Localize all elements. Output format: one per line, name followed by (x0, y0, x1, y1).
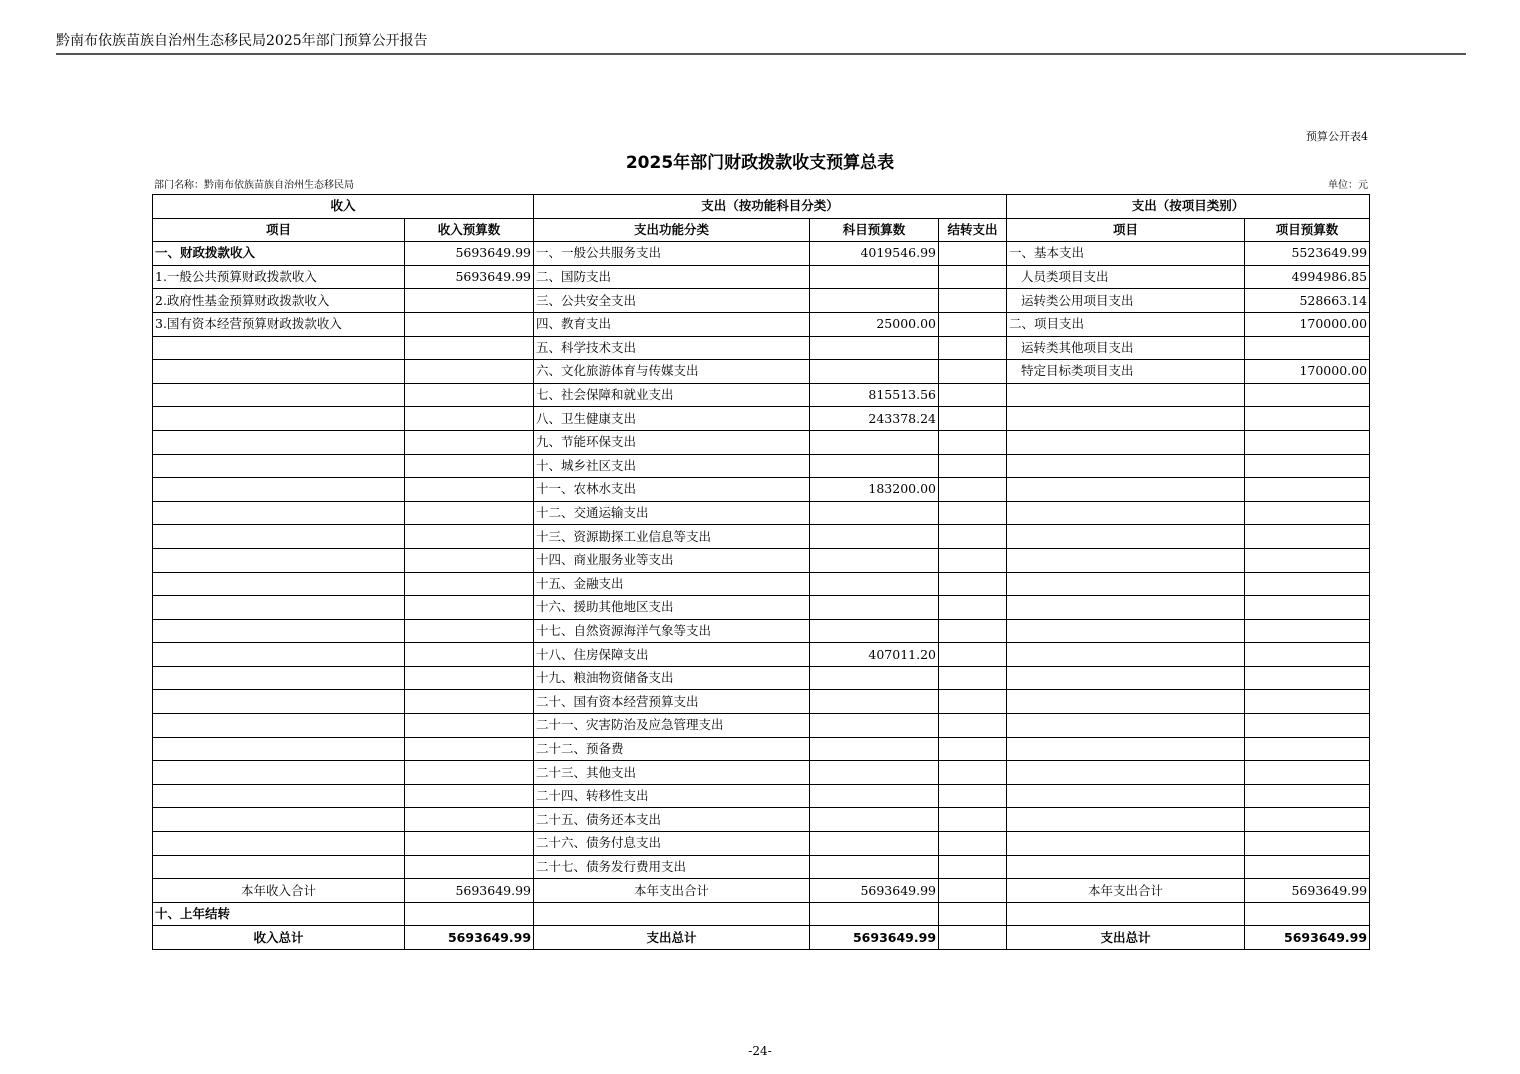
proj-item-cell (1007, 855, 1245, 879)
func-class-cell: 十二、交通运输支出 (534, 501, 810, 525)
income-item-cell (153, 643, 405, 667)
carryover-expense-cell (939, 265, 1007, 289)
subject-budget-cell (810, 572, 939, 596)
proj-budget-cell (1245, 596, 1370, 620)
func-class-cell: 二十七、债务发行费用支出 (534, 855, 810, 879)
page-header: 黔南布依族苗族自治州生态移民局2025年部门预算公开报告 (56, 33, 428, 49)
func-class-cell: 二十一、灾害防治及应急管理支出 (534, 714, 810, 738)
proj-item-cell (1007, 501, 1245, 525)
budget-table (152, 194, 1370, 950)
proj-item-cell (1007, 832, 1245, 856)
func-class-cell: 二十三、其他支出 (534, 761, 810, 785)
subject-budget-cell (810, 808, 939, 832)
subject-budget-cell (810, 454, 939, 478)
total-year-income-value: 5693649.99 (405, 879, 534, 903)
income-budget-cell (405, 289, 534, 313)
func-class-cell: 一、一般公共服务支出 (534, 242, 810, 266)
income-item-cell (153, 855, 405, 879)
subject-budget-cell (810, 265, 939, 289)
page-number: -24- (748, 1044, 772, 1058)
proj-budget-cell (1245, 336, 1370, 360)
table-row (153, 548, 1370, 572)
func-class-cell: 九、节能环保支出 (534, 430, 810, 454)
proj-budget-cell (1245, 383, 1370, 407)
proj-budget-cell (1245, 548, 1370, 572)
income-item-cell (153, 761, 405, 785)
proj-item-cell (1007, 808, 1245, 832)
total-year-carryover (939, 879, 1007, 903)
proj-budget-cell (1245, 761, 1370, 785)
col-header-income-budget: 收入预算数 (405, 218, 534, 242)
income-budget-cell (405, 714, 534, 738)
department-name: 部门名称：黔南布依族苗族自治州生态移民局 (154, 180, 354, 191)
proj-budget-cell (1245, 430, 1370, 454)
func-class-cell: 十六、援助其他地区支出 (534, 596, 810, 620)
income-budget-cell (405, 548, 534, 572)
header-expense-func: 支出（按功能科目分类） (534, 195, 1007, 219)
income-budget-cell (405, 430, 534, 454)
func-class-cell: 十三、资源勘探工业信息等支出 (534, 525, 810, 549)
proj-item-cell (1007, 714, 1245, 738)
carryover-expense-cell (939, 383, 1007, 407)
income-budget-cell (405, 619, 534, 643)
carryover-cell (1007, 902, 1245, 926)
subject-budget-cell: 815513.56 (810, 383, 939, 407)
table-row (153, 643, 1370, 667)
subject-budget-cell (810, 619, 939, 643)
carryover-cell (1245, 902, 1370, 926)
func-class-cell: 七、社会保障和就业支出 (534, 383, 810, 407)
proj-item-cell (1007, 761, 1245, 785)
subject-budget-cell (810, 525, 939, 549)
table-row (153, 666, 1370, 690)
proj-budget-cell: 170000.00 (1245, 360, 1370, 384)
proj-item-cell (1007, 383, 1245, 407)
carryover-cell (810, 902, 939, 926)
proj-item-cell (1007, 525, 1245, 549)
subject-budget-cell: 183200.00 (810, 478, 939, 502)
col-header-subject-budget: 科目预算数 (810, 218, 939, 242)
func-class-cell: 二十四、转移性支出 (534, 784, 810, 808)
proj-budget-cell (1245, 643, 1370, 667)
table-row (153, 312, 1370, 336)
carryover-expense-cell (939, 643, 1007, 667)
table-row (153, 407, 1370, 431)
income-budget-cell (405, 784, 534, 808)
table-row (153, 572, 1370, 596)
proj-item-cell: 运转类其他项目支出 (1007, 336, 1245, 360)
proj-budget-cell (1245, 714, 1370, 738)
grand-total-income-label: 收入总计 (153, 926, 405, 950)
table-row (153, 265, 1370, 289)
carryover-expense-cell (939, 289, 1007, 313)
proj-budget-cell: 5523649.99 (1245, 242, 1370, 266)
carryover-expense-cell (939, 525, 1007, 549)
income-item-cell: 一、财政拨款收入 (153, 242, 405, 266)
total-year-row (153, 879, 1370, 903)
carryover-row (153, 902, 1370, 926)
proj-item-cell: 一、基本支出 (1007, 242, 1245, 266)
func-class-cell: 八、卫生健康支出 (534, 407, 810, 431)
carryover-cell (939, 902, 1007, 926)
table-row (153, 242, 1370, 266)
income-item-cell (153, 407, 405, 431)
income-item-cell (153, 383, 405, 407)
table-row (153, 808, 1370, 832)
carryover-expense-cell (939, 714, 1007, 738)
table-row (153, 596, 1370, 620)
proj-budget-cell (1245, 454, 1370, 478)
subject-budget-cell (810, 360, 939, 384)
income-item-cell (153, 525, 405, 549)
func-class-cell: 十、城乡社区支出 (534, 454, 810, 478)
subject-budget-cell (810, 784, 939, 808)
total-year-proj-label: 本年支出合计 (1007, 879, 1245, 903)
table-row (153, 737, 1370, 761)
subject-budget-cell (810, 690, 939, 714)
income-budget-cell: 5693649.99 (405, 265, 534, 289)
table-row (153, 478, 1370, 502)
func-class-cell: 二十六、债务付息支出 (534, 832, 810, 856)
func-class-cell: 十四、商业服务业等支出 (534, 548, 810, 572)
table-number: 预算公开表4 (1306, 130, 1368, 143)
func-class-cell: 二十二、预备费 (534, 737, 810, 761)
proj-item-cell (1007, 454, 1245, 478)
carryover-expense-cell (939, 761, 1007, 785)
func-class-cell: 十八、住房保障支出 (534, 643, 810, 667)
income-budget-cell (405, 312, 534, 336)
income-budget-cell (405, 454, 534, 478)
proj-budget-cell (1245, 666, 1370, 690)
carryover-expense-cell (939, 666, 1007, 690)
proj-item-cell: 特定目标类项目支出 (1007, 360, 1245, 384)
income-item-cell (153, 430, 405, 454)
proj-item-cell (1007, 737, 1245, 761)
carryover-expense-cell (939, 596, 1007, 620)
header-divider (56, 53, 1466, 55)
grand-total-expense-label: 支出总计 (534, 926, 810, 950)
carryover-expense-cell (939, 855, 1007, 879)
income-item-cell (153, 619, 405, 643)
grand-total-proj-value: 5693649.99 (1245, 926, 1370, 950)
proj-item-cell (1007, 572, 1245, 596)
income-item-cell (153, 808, 405, 832)
subject-budget-cell (810, 666, 939, 690)
carryover-expense-cell (939, 501, 1007, 525)
func-class-cell: 四、教育支出 (534, 312, 810, 336)
proj-budget-cell (1245, 784, 1370, 808)
col-header-proj-item: 项目 (1007, 218, 1245, 242)
total-year-proj-value: 5693649.99 (1245, 879, 1370, 903)
income-budget-cell (405, 643, 534, 667)
header-row-groups (153, 195, 1370, 219)
subject-budget-cell: 25000.00 (810, 312, 939, 336)
income-item-cell (153, 478, 405, 502)
income-item-cell (153, 714, 405, 738)
income-budget-cell (405, 855, 534, 879)
proj-budget-cell (1245, 737, 1370, 761)
income-budget-cell (405, 808, 534, 832)
proj-item-cell (1007, 596, 1245, 620)
proj-item-cell (1007, 478, 1245, 502)
proj-budget-cell (1245, 808, 1370, 832)
income-item-cell (153, 572, 405, 596)
subject-budget-cell (810, 737, 939, 761)
proj-budget-cell (1245, 501, 1370, 525)
table-row (153, 383, 1370, 407)
income-budget-cell (405, 501, 534, 525)
unit-label: 单位：元 (1328, 180, 1368, 191)
table-row (153, 430, 1370, 454)
table-row (153, 714, 1370, 738)
income-budget-cell (405, 832, 534, 856)
table-row (153, 855, 1370, 879)
income-item-cell (153, 784, 405, 808)
carryover-expense-cell (939, 312, 1007, 336)
proj-budget-cell (1245, 832, 1370, 856)
table-row (153, 501, 1370, 525)
func-class-cell: 十七、自然资源海洋气象等支出 (534, 619, 810, 643)
carryover-expense-cell (939, 242, 1007, 266)
table-row (153, 525, 1370, 549)
income-budget-cell (405, 383, 534, 407)
carryover-expense-cell (939, 454, 1007, 478)
income-budget-cell (405, 666, 534, 690)
income-item-cell: 3.国有资本经营预算财政拨款收入 (153, 312, 405, 336)
carryover-expense-cell (939, 784, 1007, 808)
income-item-cell: 2.政府性基金预算财政拨款收入 (153, 289, 405, 313)
table-row (153, 761, 1370, 785)
subject-budget-cell (810, 596, 939, 620)
header-income: 收入 (153, 195, 534, 219)
proj-budget-cell (1245, 478, 1370, 502)
carryover-expense-cell (939, 336, 1007, 360)
income-item-cell (153, 360, 405, 384)
income-budget-cell: 5693649.99 (405, 242, 534, 266)
subject-budget-cell (810, 501, 939, 525)
carryover-expense-cell (939, 478, 1007, 502)
income-item-cell (153, 666, 405, 690)
proj-item-cell (1007, 548, 1245, 572)
col-header-item: 项目 (153, 218, 405, 242)
func-class-cell: 十五、金融支出 (534, 572, 810, 596)
proj-item-cell (1007, 666, 1245, 690)
income-item-cell (153, 454, 405, 478)
table-row (153, 454, 1370, 478)
income-item-cell (153, 596, 405, 620)
table-row (153, 619, 1370, 643)
func-class-cell: 十一、农林水支出 (534, 478, 810, 502)
carryover-expense-cell (939, 690, 1007, 714)
income-item-cell (153, 501, 405, 525)
func-class-cell: 五、科学技术支出 (534, 336, 810, 360)
subject-budget-cell (810, 761, 939, 785)
carryover-cell (534, 902, 810, 926)
total-year-income-label: 本年收入合计 (153, 879, 405, 903)
total-year-expense-label: 本年支出合计 (534, 879, 810, 903)
carryover-expense-cell (939, 832, 1007, 856)
proj-budget-cell (1245, 690, 1370, 714)
proj-item-cell: 人员类项目支出 (1007, 265, 1245, 289)
income-item-cell: 1.一般公共预算财政拨款收入 (153, 265, 405, 289)
carryover-expense-cell (939, 360, 1007, 384)
proj-budget-cell (1245, 619, 1370, 643)
func-class-cell: 十九、粮油物资储备支出 (534, 666, 810, 690)
header-expense-proj: 支出（按项目类别） (1007, 195, 1370, 219)
proj-budget-cell: 4994986.85 (1245, 265, 1370, 289)
income-budget-cell (405, 596, 534, 620)
grand-total-proj-label: 支出总计 (1007, 926, 1245, 950)
carryover-expense-cell (939, 808, 1007, 832)
subject-budget-cell (810, 855, 939, 879)
col-header-func-class: 支出功能分类 (534, 218, 810, 242)
carryover-expense-cell (939, 619, 1007, 643)
grand-total-carryover (939, 926, 1007, 950)
proj-item-cell (1007, 430, 1245, 454)
income-budget-cell (405, 690, 534, 714)
carryover-expense-cell (939, 548, 1007, 572)
table-row (153, 289, 1370, 313)
carryover-expense-cell (939, 572, 1007, 596)
subject-budget-cell (810, 714, 939, 738)
proj-budget-cell: 170000.00 (1245, 312, 1370, 336)
subject-budget-cell: 4019546.99 (810, 242, 939, 266)
carryover-label: 十、上年结转 (153, 902, 405, 926)
proj-budget-cell (1245, 855, 1370, 879)
proj-item-cell (1007, 619, 1245, 643)
func-class-cell: 二、国防支出 (534, 265, 810, 289)
income-budget-cell (405, 478, 534, 502)
proj-item-cell: 二、项目支出 (1007, 312, 1245, 336)
income-budget-cell (405, 407, 534, 431)
income-item-cell (153, 832, 405, 856)
subject-budget-cell (810, 336, 939, 360)
proj-item-cell (1007, 784, 1245, 808)
carryover-expense-cell (939, 430, 1007, 454)
income-item-cell (153, 737, 405, 761)
grand-total-row (153, 926, 1370, 950)
income-budget-cell (405, 336, 534, 360)
subject-budget-cell: 407011.20 (810, 643, 939, 667)
income-item-cell (153, 336, 405, 360)
proj-budget-cell (1245, 525, 1370, 549)
func-class-cell: 二十五、债务还本支出 (534, 808, 810, 832)
carryover-expense-cell (939, 737, 1007, 761)
proj-item-cell (1007, 407, 1245, 431)
func-class-cell: 三、公共安全支出 (534, 289, 810, 313)
income-budget-cell (405, 525, 534, 549)
carryover-cell (405, 902, 534, 926)
income-budget-cell (405, 572, 534, 596)
grand-total-income-value: 5693649.99 (405, 926, 534, 950)
grand-total-expense-value: 5693649.99 (810, 926, 939, 950)
income-item-cell (153, 690, 405, 714)
table-title: 2025年部门财政拨款收支预算总表 (625, 153, 895, 173)
income-item-cell (153, 548, 405, 572)
func-class-cell: 二十、国有资本经营预算支出 (534, 690, 810, 714)
proj-item-cell (1007, 690, 1245, 714)
table-row (153, 832, 1370, 856)
carryover-expense-cell (939, 407, 1007, 431)
subject-budget-cell (810, 832, 939, 856)
table-row (153, 360, 1370, 384)
col-header-proj-budget: 项目预算数 (1245, 218, 1370, 242)
proj-item-cell: 运转类公用项目支出 (1007, 289, 1245, 313)
table-row (153, 336, 1370, 360)
subject-budget-cell (810, 430, 939, 454)
proj-budget-cell (1245, 572, 1370, 596)
header-row-columns (153, 218, 1370, 242)
func-class-cell: 六、文化旅游体育与传媒支出 (534, 360, 810, 384)
proj-item-cell (1007, 643, 1245, 667)
proj-budget-cell: 528663.14 (1245, 289, 1370, 313)
table-row (153, 690, 1370, 714)
income-budget-cell (405, 360, 534, 384)
proj-budget-cell (1245, 407, 1370, 431)
subject-budget-cell (810, 548, 939, 572)
income-budget-cell (405, 761, 534, 785)
total-year-expense-value: 5693649.99 (810, 879, 939, 903)
col-header-carryover-exp: 结转支出 (939, 218, 1007, 242)
subject-budget-cell: 243378.24 (810, 407, 939, 431)
subject-budget-cell (810, 289, 939, 313)
table-row (153, 784, 1370, 808)
income-budget-cell (405, 737, 534, 761)
